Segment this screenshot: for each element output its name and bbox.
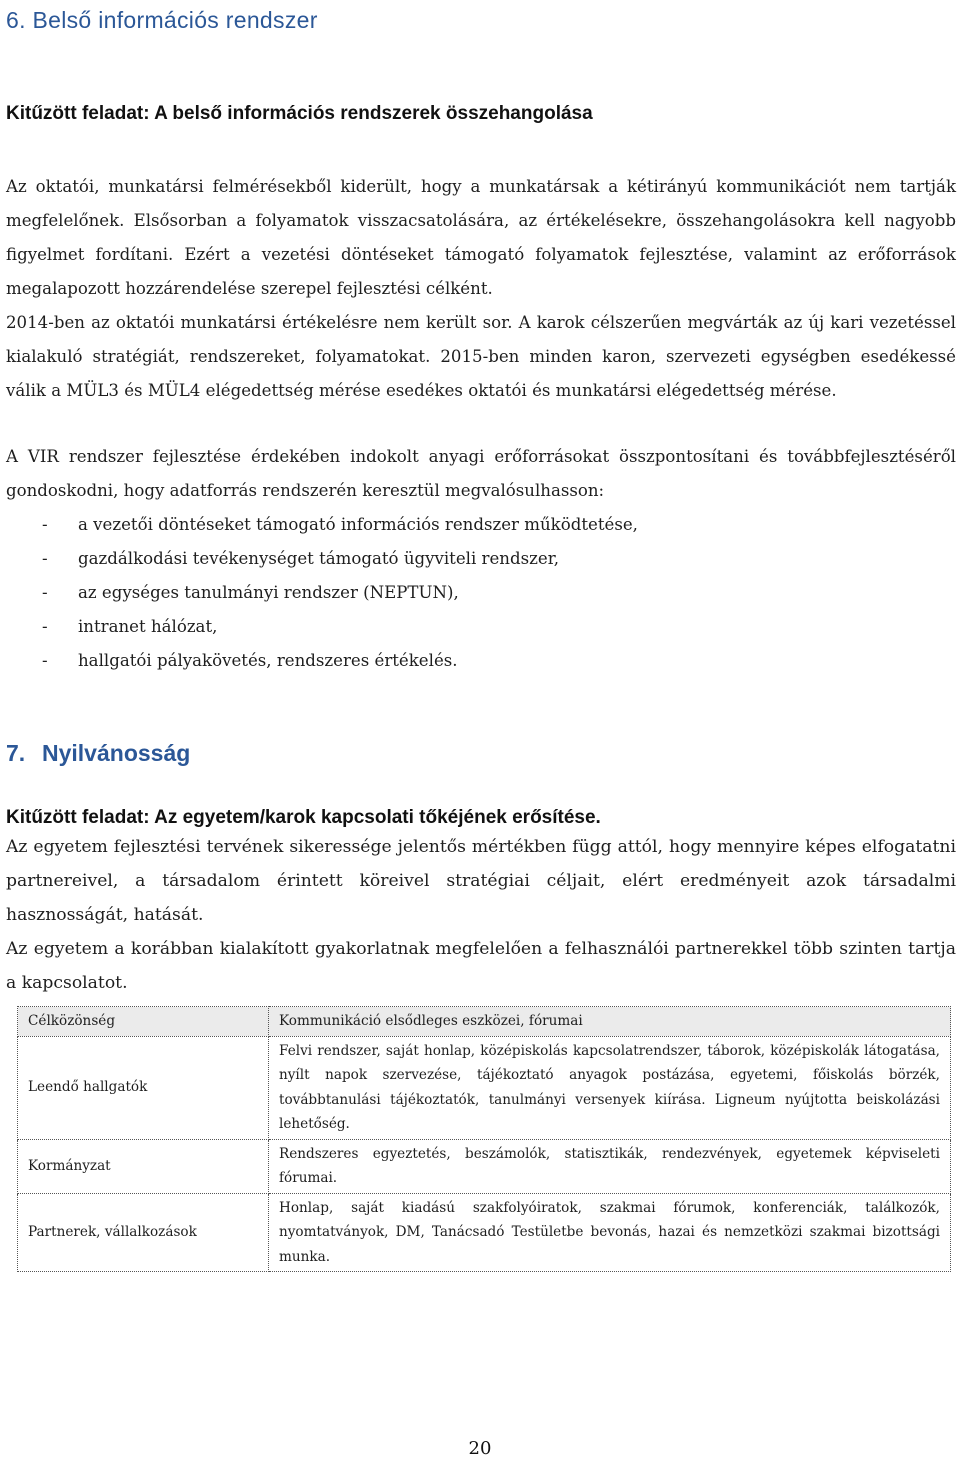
section-6-paragraph-2: 2014-ben az oktatói munkatársi értékelésre nem került sor. A karok célszerűen megvárták az új kari vezetéssel kialakuló stratégiát, rendszereket, folyamatokat. 2015-ben minden karon, szervezeti egységben esedékessé válik a MÜL3 és MÜL4 elégedettség mérése esedékes oktatói és munkatársi elégedettség mérése.	[6, 313, 956, 400]
list-item: - a vezetői döntéseket támogató információs rendszer működtetése,	[6, 508, 956, 542]
list-dash: -	[42, 651, 48, 670]
header-audience: Célközönség	[18, 1007, 269, 1037]
list-dash: -	[42, 515, 48, 534]
section-7-paragraph-2: Az egyetem a korábban kialakított gyakorlatnak megfelelően a felhasználói partnerekkel több szinten tartja a kapcsolatot.	[6, 939, 956, 993]
section-6-paragraph-3: A VIR rendszer fejlesztése érdekében indokolt anyagi erőforrásokat összpontosítani és továbbfejlesztéséről gondoskodni, hogy adatforrás rendszerén keresztül megvalósulhasson:	[6, 447, 956, 500]
document-page	[6, 0, 956, 1272]
table-row	[18, 1139, 951, 1193]
section-7-number: 7.	[6, 740, 26, 766]
list-item: - intranet hálózat,	[6, 610, 956, 644]
list-dash: -	[42, 583, 48, 602]
section-7-paragraph-1: Az egyetem fejlesztési tervének sikeressége jelentős mértékben függ attól, hogy mennyire képes elfogatatni partnereivel, a társadalom érintett köreivel stratégiai céljait, elért eredményeit azok társadalmi hasznosságát, hatását.	[6, 837, 956, 925]
list-dash: -	[42, 549, 48, 568]
audience-cell: Leendő hallgatók	[18, 1036, 269, 1139]
audience-cell: Partnerek, vállalkozások	[18, 1193, 269, 1272]
table-header-row	[18, 1007, 951, 1037]
communication-table	[17, 1006, 951, 1272]
audience-cell: Kormányzat	[18, 1139, 269, 1193]
list-dash: -	[42, 617, 48, 636]
vir-development-list	[6, 508, 956, 678]
table-row	[18, 1036, 951, 1139]
section-6-heading: 6. Belső információs rendszer	[6, 7, 318, 33]
section-7-title: Nyilvánosság	[42, 740, 191, 766]
tools-cell: Felvi rendszer, saját honlap, középiskolás kapcsolatrendszer, táborok, középiskolák látogatása, nyílt napok szervezése, tájékoztató anyagok postázása, egyetemi, főiskolás börzék, továbbtanulási tájékoztatók, tanulmányi versenyek kiírása. Ligneum nyújtotta beiskolázási lehetőség.	[269, 1036, 951, 1139]
list-item: - hallgatói pályakövetés, rendszeres értékelés.	[6, 644, 956, 678]
page-number: 20	[468, 1438, 492, 1459]
tools-cell: Rendszeres egyeztetés, beszámolók, statisztikák, rendezvények, egyetemek képviseleti fórumai.	[269, 1139, 951, 1193]
tools-cell: Honlap, saját kiadású szakfolyóiratok, szakmai fórumok, konferenciák, találkozók, nyomtatványok, DM, Tanácsadó Testületbe bevonás, hazai és nemzetközi szakmai bizottsági munka.	[269, 1193, 951, 1272]
header-tools: Kommunikáció elsődleges eszközei, fórumai	[269, 1007, 951, 1037]
section-6-paragraph-1: Az oktatói, munkatársi felmérésekből kiderült, hogy a munkatársak a kétirányú kommunikációt nem tartják megfelelőnek. Elsősorban a folyamatok visszacsatolására, az értékelésekre, összehangolásokra kell nagyobb figyelmet fordítani. Ezért a vezetési döntéseket támogató folyamatok fejlesztése, valamint az erőforrások megalapozott hozzárendelése szerepel fejlesztési célként.	[6, 177, 956, 298]
list-item: - gazdálkodási tevékenységet támogató ügyviteli rendszer,	[6, 542, 956, 576]
section-7-task: Kitűzött feladat: Az egyetem/karok kapcsolati tőkéjének erősítése.	[6, 807, 601, 828]
table-row	[18, 1193, 951, 1272]
list-item: - az egységes tanulmányi rendszer (NEPTUN),	[6, 576, 956, 610]
section-6-task: Kitűzött feladat: A belső információs rendszerek összehangolása	[6, 103, 593, 124]
section-7-heading	[6, 738, 956, 768]
